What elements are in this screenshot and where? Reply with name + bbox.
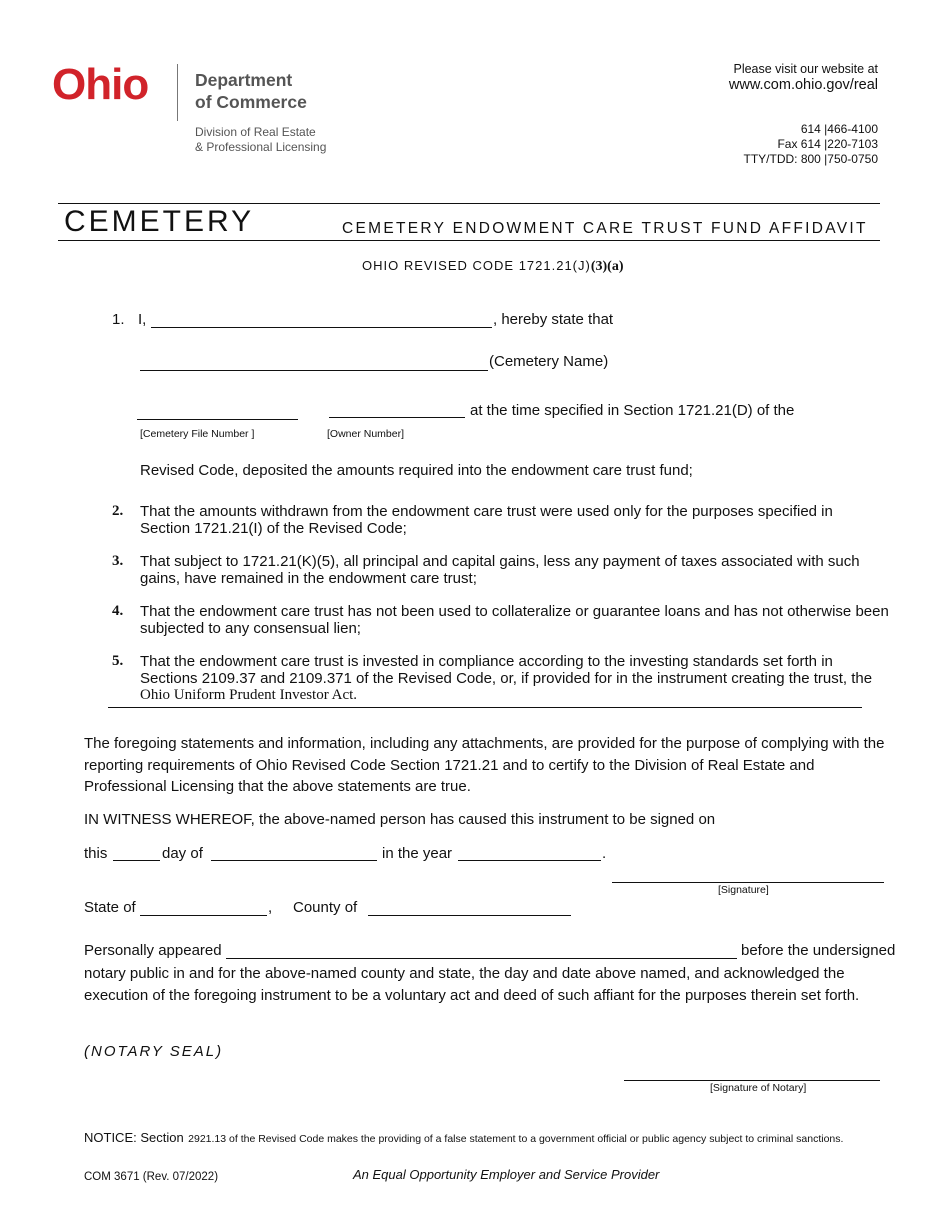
owner-number-label: [Owner Number]: [327, 428, 405, 440]
notary-signature-field[interactable]: [624, 1080, 880, 1081]
personally-appeared-field[interactable]: [226, 958, 737, 959]
notary-line1: notary public in and for the above-named county and state, the day and date above named, and acknowledged the: [84, 965, 845, 982]
notary-seal: (NOTARY SEAL): [84, 1043, 224, 1060]
notary-signature-label: [Signature of Notary]: [710, 1082, 807, 1094]
county-field[interactable]: [368, 915, 571, 916]
item5-line1: That the endowment care trust is invested in compliance according to the investing standards set forth in: [140, 653, 833, 670]
visit-text: Please visit our website at: [733, 62, 878, 76]
item3-line2: gains, have remained in the endowment care trust;: [140, 570, 477, 587]
ohio-logo: [52, 60, 342, 159]
county-of-text: County of: [293, 899, 358, 916]
item5-text: [140, 653, 900, 704]
file-number-label: [Cemetery File Number ]: [140, 428, 255, 440]
form-title: CEMETERY ENDOWMENT CARE TRUST FUND AFFIDAVIT: [342, 220, 868, 237]
form-number: COM 3671 (Rev. 07/2022): [84, 1171, 219, 1183]
revised-text: Revised Code, deposited the amounts required into the endowment care trust fund;: [140, 462, 693, 479]
notice: [84, 1129, 843, 1147]
before-text: before the undersigned: [741, 942, 896, 959]
item5-line2: Sections 2109.37 and 2109.371 of the Revised Code, or, if provided for in the instrument creating the trust, the: [140, 670, 873, 687]
item4-text: [140, 603, 900, 637]
items-rule: [108, 707, 862, 708]
cemetery-name-field[interactable]: [140, 370, 488, 371]
period: .: [602, 845, 607, 862]
logo-divider: [177, 64, 178, 121]
ohio-logo-word: Ohio: [52, 60, 149, 109]
division-line2: & Professional Licensing: [195, 140, 327, 154]
revised-code-text: OHIO REVISED CODE 1721.21(J): [362, 258, 591, 273]
signature-field[interactable]: [612, 882, 884, 883]
item4-number: 4.: [112, 603, 124, 619]
foregoing-paragraph: [84, 733, 924, 798]
state-comma: ,: [268, 899, 273, 916]
top-rule: [58, 203, 880, 204]
item2-number: 2.: [112, 503, 124, 519]
foregoing-line1: The foregoing statements and information, including any attachments, are provided for the purpose of complying with the: [84, 735, 885, 752]
notice-prefix: NOTICE: Section: [84, 1130, 184, 1145]
revised-code: [362, 258, 624, 275]
foregoing-line3: Professional Licensing that the above statements are true.: [84, 778, 471, 795]
personally-text: Personally appeared: [84, 942, 222, 959]
owner-number-field[interactable]: [329, 417, 465, 418]
item4-line2: subjected to any consensual lien;: [140, 620, 361, 637]
notice-text: 2921.13 of the Revised Code makes the providing of a false statement to a government official or public agency subject to criminal sanctions.: [188, 1133, 844, 1145]
tty: TTY/TDD: 800 |750-0750: [743, 152, 878, 166]
division-line1: Division of Real Estate: [195, 125, 316, 139]
equal-opportunity: An Equal Opportunity Employer and Service Provider: [353, 1167, 660, 1182]
item2-line1: That the amounts withdrawn from the endowment care trust were used only for the purposes specified in: [140, 503, 833, 520]
at-time-text: at the time specified in Section 1721.21(D) of the: [470, 402, 795, 419]
foregoing-line2: reporting requirements of Ohio Revised Code Section 1721.21 and to certify to the Division of Real Estate and: [84, 756, 815, 774]
notary-paragraph: [84, 963, 924, 1006]
state-field[interactable]: [140, 915, 267, 916]
in-year-text: in the year: [382, 845, 453, 862]
witness-text: IN WITNESS WHEREOF, the above-named person has caused this instrument to be signed on: [84, 811, 716, 828]
signature-label: [Signature]: [718, 884, 769, 896]
item1-number: 1.: [112, 311, 125, 328]
item5-line3: Ohio Uniform Prudent Investor Act.: [140, 687, 358, 703]
cemetery-file-number-field[interactable]: [137, 419, 298, 420]
cemetery-name-label: (Cemetery Name): [489, 353, 609, 370]
dept-line2: of Commerce: [195, 92, 307, 112]
state-of-text: State of: [84, 899, 136, 916]
item2-text: [140, 503, 900, 537]
revised-code-bold: (3)(a): [590, 259, 624, 274]
item1-i: I,: [138, 311, 147, 328]
month-field[interactable]: [211, 860, 377, 861]
item5-number: 5.: [112, 653, 124, 669]
section-title: CEMETERY: [64, 205, 255, 238]
day-field[interactable]: [113, 860, 160, 861]
this-text: this: [84, 845, 108, 862]
title-rule: [58, 240, 880, 241]
dept-line1: Department: [195, 70, 293, 90]
item2-line2: Section 1721.21(I) of the Revised Code;: [140, 520, 407, 537]
item3-text: [140, 553, 900, 587]
hereby-text: , hereby state that: [493, 311, 614, 328]
day-of-text: day of: [162, 845, 203, 862]
item3-line1: That subject to 1721.21(K)(5), all principal and capital gains, less any payment of taxes associated with such: [140, 553, 860, 570]
fax: Fax 614 |220-7103: [777, 137, 878, 151]
notary-line2: execution of the foregoing instrument to be a voluntary act and deed of such affiant for the purposes therein set forth.: [84, 986, 860, 1004]
item3-number: 3.: [112, 553, 124, 569]
item4-line1: That the endowment care trust has not been used to collateralize or guarantee loans and has not otherwise been: [140, 603, 889, 620]
affiant-name-field[interactable]: [151, 327, 492, 328]
contact-block: [578, 62, 878, 166]
year-field[interactable]: [458, 860, 601, 861]
phone: 614 |466-4100: [800, 122, 878, 136]
website-link[interactable]: www.com.ohio.gov/real: [728, 77, 878, 93]
